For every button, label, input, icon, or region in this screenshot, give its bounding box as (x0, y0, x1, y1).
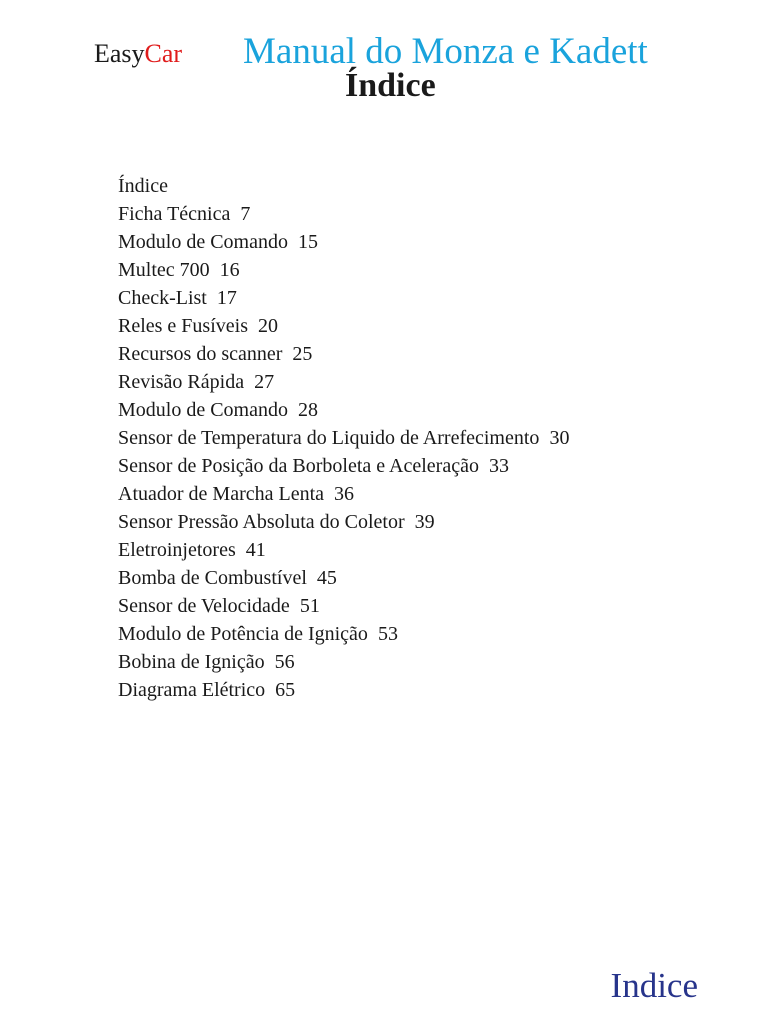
toc-entry[interactable] (118, 452, 569, 480)
toc-entry-label: Bomba de Combustível (118, 567, 307, 589)
toc-entry-label: Recursos do scanner (118, 343, 283, 365)
toc-entry-page-number: 30 (549, 427, 570, 449)
toc-entry[interactable] (118, 620, 569, 648)
manual-title: Manual do Monza e Kadett (243, 31, 648, 72)
toc-entry-label: Atuador de Marcha Lenta (118, 483, 325, 505)
toc-entry-label: Sensor de Posição da Borboleta e Aceleração (118, 455, 479, 477)
brand-logo (94, 38, 182, 70)
toc-entry[interactable] (118, 424, 569, 452)
toc-entry[interactable] (118, 480, 569, 508)
toc-entry-page-number: 65 (275, 679, 296, 701)
toc-entry[interactable] (118, 676, 569, 704)
toc-entry[interactable] (118, 508, 569, 536)
page-title: Índice (345, 67, 436, 104)
toc-entry-label: Diagrama Elétrico (118, 679, 266, 701)
toc-entry-page-number: 28 (298, 399, 318, 421)
toc-entry[interactable] (118, 396, 569, 424)
toc-entry[interactable] (118, 368, 569, 396)
toc-entry-page-number: 25 (292, 343, 313, 365)
toc-entry-label: Reles e Fusíveis (118, 315, 248, 337)
toc-entry-label: Multec 700 (118, 259, 210, 281)
toc-entry-page-number: 41 (245, 539, 266, 561)
toc-entry[interactable] (118, 536, 569, 564)
toc-entry-page-number: 27 (254, 371, 275, 393)
toc-entry-page-number: 53 (377, 623, 398, 645)
toc-entry-page-number: 56 (274, 651, 295, 673)
toc-entry[interactable] (118, 592, 569, 620)
toc-entry-page-number: 39 (414, 511, 435, 533)
table-of-contents (118, 172, 569, 704)
toc-entry-label: Bobina de Ignição (118, 651, 265, 673)
toc-entry-page-number: 15 (298, 231, 318, 253)
toc-entry-label: Check-List (118, 287, 207, 309)
toc-entry-page-number: 7 (240, 203, 251, 225)
toc-entry[interactable] (118, 648, 569, 676)
toc-entry-label: Modulo de Comando (118, 231, 288, 253)
toc-entry-label: Sensor Pressão Absoluta do Coletor (118, 511, 405, 533)
toc-entry[interactable] (118, 340, 569, 368)
toc-entry-page-number: 33 (488, 455, 509, 477)
toc-entry-label: Sensor de Temperatura do Liquido de Arrefecimento (118, 427, 540, 449)
brand-part-easy: Easy (94, 39, 145, 68)
toc-entry[interactable] (118, 312, 569, 340)
toc-entry[interactable] (118, 200, 569, 228)
toc-entry[interactable] (118, 228, 569, 256)
toc-entry[interactable] (118, 256, 569, 284)
toc-entry-page-number: 45 (316, 567, 337, 589)
toc-entry-page-number: 17 (216, 287, 237, 309)
toc-entry[interactable] (118, 564, 569, 592)
toc-entry-label: Revisão Rápida (118, 371, 245, 393)
brand-part-car: Car (144, 39, 183, 68)
toc-entry-label: Modulo de Comando (118, 399, 288, 421)
toc-entry-page-number: 16 (219, 259, 240, 281)
toc-entry-page-number: 36 (334, 483, 355, 505)
toc-entry[interactable] (118, 284, 569, 312)
toc-entry-page-number: 20 (258, 315, 278, 337)
toc-entry-label: Eletroinjetores (118, 539, 236, 561)
toc-entry-label: Índice (118, 175, 168, 197)
footer-section-label: Indice (610, 966, 698, 1005)
toc-entry-label: Modulo de Potência de Ignição (118, 623, 368, 645)
toc-entry[interactable] (118, 172, 569, 200)
toc-entry-label: Ficha Técnica (118, 203, 231, 225)
toc-entry-page-number: 51 (299, 595, 320, 617)
toc-entry-label: Sensor de Velocidade (118, 595, 290, 617)
